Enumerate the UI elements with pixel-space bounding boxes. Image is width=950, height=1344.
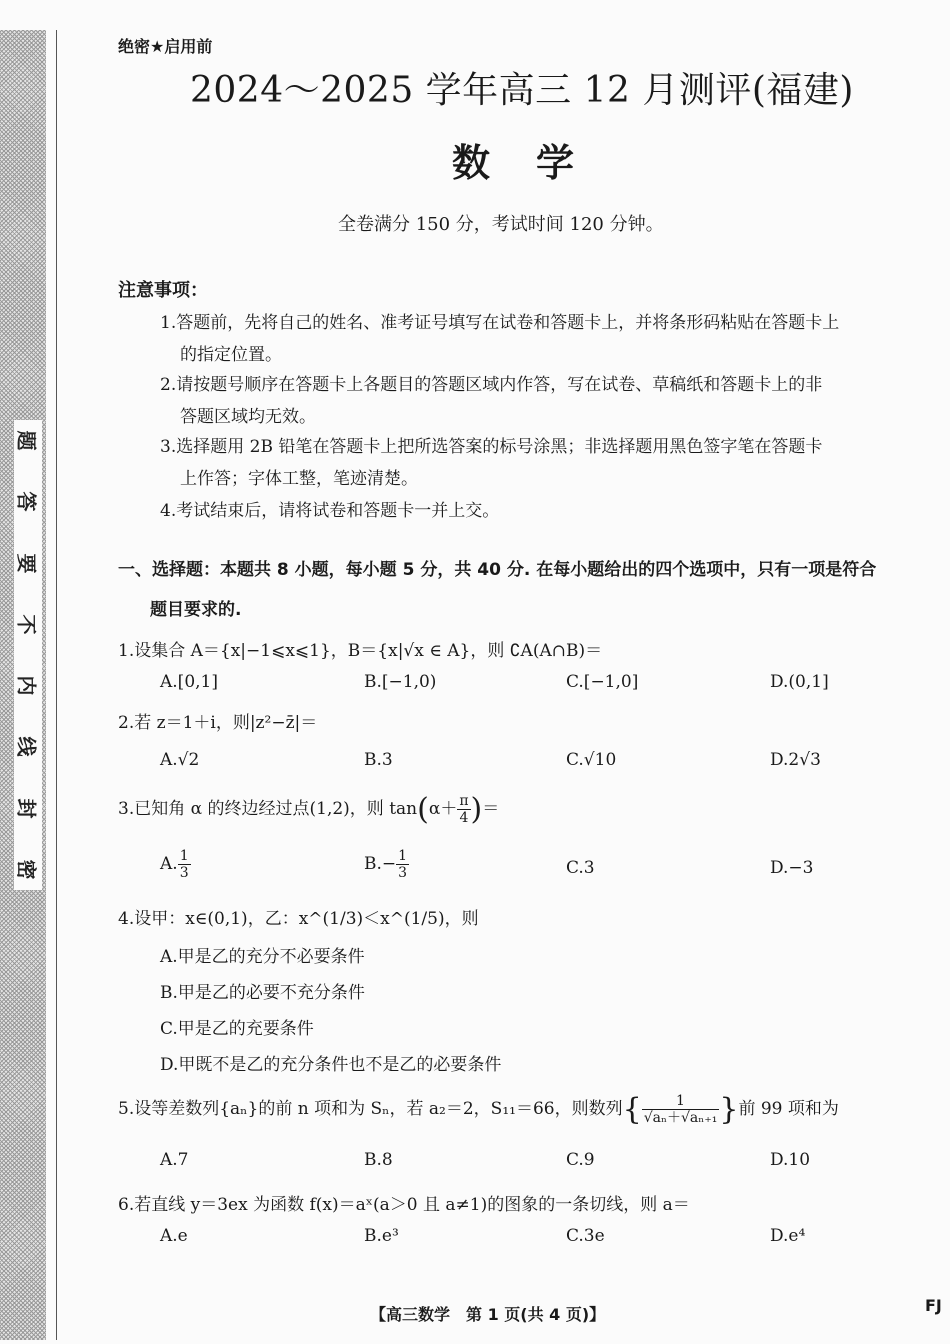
notice-line: 1.答题前，先将自己的姓名、准考证号填写在试卷和答题卡上，并将条形码粘贴在答题卡上	[160, 313, 840, 333]
binding-line	[56, 30, 57, 1340]
q5-stem-pre: 5.设等差数列{aₙ}的前 n 项和为 Sₙ，若 a₂＝2，S₁₁＝66，则数列	[118, 1099, 623, 1119]
q5-option-d: D.10	[770, 1150, 811, 1170]
notice-line: 上作答；字体工整，笔迹清楚。	[180, 469, 418, 489]
q5-option-c: C.9	[566, 1150, 595, 1170]
q6-option-a: A.e	[160, 1226, 188, 1246]
section-heading-cont: 题目要求的.	[150, 600, 242, 620]
q4-option-d: D.甲既不是乙的充分条件也不是乙的必要条件	[160, 1055, 502, 1075]
frac-numerator: π	[459, 792, 469, 809]
seal-char: 封	[14, 798, 39, 819]
seal-char: 密	[14, 859, 39, 880]
q5-stem-post: 前 99 项和为	[738, 1099, 839, 1119]
section-heading: 一、选择题：本题共 8 小题，每小题 5 分，共 40 分. 在每小题给出的四个选项中，只有一项是符合	[118, 560, 877, 580]
right-paren: )	[470, 792, 483, 827]
sequence-fraction	[642, 1093, 720, 1126]
seal-char: 题	[14, 430, 39, 451]
q6-option-c: C.3e	[566, 1226, 605, 1246]
frac-numerator: 1	[642, 1093, 720, 1110]
frac-denominator: 3	[179, 865, 189, 882]
q1-option-d: D.(0,1]	[770, 672, 829, 692]
question-5-stem	[118, 1092, 839, 1127]
notice-line: 的指定位置。	[180, 345, 282, 365]
left-brace: {	[622, 1092, 642, 1127]
q3-stem-mid: α＋	[428, 799, 458, 819]
notice-line: 3.选择题用 2B 铅笔在答题卡上把所选答案的标号涂黑；非选择题用黑色签字笔在答题卡	[160, 437, 823, 457]
q2-option-a: A.√2	[160, 750, 200, 770]
seal-char: 线	[14, 736, 39, 757]
q3-option-b	[364, 848, 409, 881]
q5-option-a: A.7	[160, 1150, 189, 1170]
exam-title: 2024～2025 学年高三 12 月测评(福建)	[190, 70, 854, 111]
question-2-stem: 2.若 z＝1＋i，则|z²−z̄|＝	[118, 713, 318, 733]
q1-option-c: C.[−1,0]	[566, 672, 639, 692]
notice-line: 4.考试结束后，请将试卷和答题卡一并上交。	[160, 501, 500, 521]
pi-over-4	[457, 793, 470, 826]
q3-option-c: C.3	[566, 858, 595, 878]
subject-title: 数学	[452, 141, 621, 185]
seal-char: 不	[14, 614, 39, 635]
q3-option-a-label: A.	[160, 854, 178, 875]
one-third	[178, 848, 191, 881]
q3-option-a	[160, 848, 191, 881]
frac-denominator: 3	[398, 865, 408, 882]
q3-option-b-label: B.−	[364, 854, 397, 875]
right-brace: }	[719, 1092, 739, 1127]
q4-option-a: A.甲是乙的充分不必要条件	[160, 947, 365, 967]
score-time-line: 全卷满分 150 分，考试时间 120 分钟。	[338, 214, 664, 235]
seal-line-notice	[14, 420, 42, 890]
page-footer: 【高三数学 第 1 页(共 4 页)】	[370, 1305, 606, 1324]
question-6-stem: 6.若直线 y＝3ex 为函数 f(x)＝aˣ(a＞0 且 a≠1)的图象的一条切线，则 a＝	[118, 1195, 690, 1215]
q1-option-b: B.[−1,0)	[364, 672, 437, 692]
q1-option-a: A.[0,1]	[160, 672, 218, 692]
left-paren: (	[417, 792, 429, 827]
frac-numerator: 1	[398, 848, 408, 864]
q2-option-d: D.2√3	[770, 750, 821, 770]
frac-denominator: 4	[459, 810, 469, 826]
notice-line: 答题区域均无效。	[180, 407, 316, 427]
q4-option-c: C.甲是乙的充要条件	[160, 1019, 314, 1039]
confidential-label: 绝密★启用前	[118, 37, 213, 56]
question-4-stem: 4.设甲：x∈(0,1)，乙：x^(1/3)＜x^(1/5)，则	[118, 909, 479, 929]
q6-option-d: D.e⁴	[770, 1226, 806, 1246]
q6-option-b: B.e³	[364, 1226, 399, 1246]
question-1-stem: 1.设集合 A＝{x|−1⩽x⩽1}，B＝{x|√x ∈ A}，则 ∁A(A∩B)＝	[118, 641, 603, 661]
region-code: FJ	[925, 1296, 942, 1315]
notice-heading: 注意事项：	[118, 280, 208, 301]
notice-line: 2.请按题号顺序在答题卡上各题目的答题区域内作答，写在试卷、草稿纸和答题卡上的非	[160, 375, 823, 395]
q4-option-b: B.甲是乙的必要不充分条件	[160, 983, 365, 1003]
q3-stem-pre: 3.已知角 α 的终边经过点(1,2)，则 tan	[118, 799, 418, 819]
seal-char: 要	[14, 553, 39, 574]
q5-option-b: B.8	[364, 1150, 393, 1170]
frac-denominator: √aₙ＋√aₙ₊₁	[643, 1110, 718, 1126]
one-third	[396, 848, 409, 881]
q3-option-d: D.−3	[770, 858, 814, 878]
q2-option-b: B.3	[364, 750, 393, 770]
question-3-stem	[118, 792, 499, 827]
seal-char: 内	[14, 675, 39, 696]
q2-option-c: C.√10	[566, 750, 617, 770]
seal-char: 答	[14, 491, 39, 512]
q3-stem-post: ＝	[482, 799, 500, 819]
frac-numerator: 1	[179, 848, 189, 864]
